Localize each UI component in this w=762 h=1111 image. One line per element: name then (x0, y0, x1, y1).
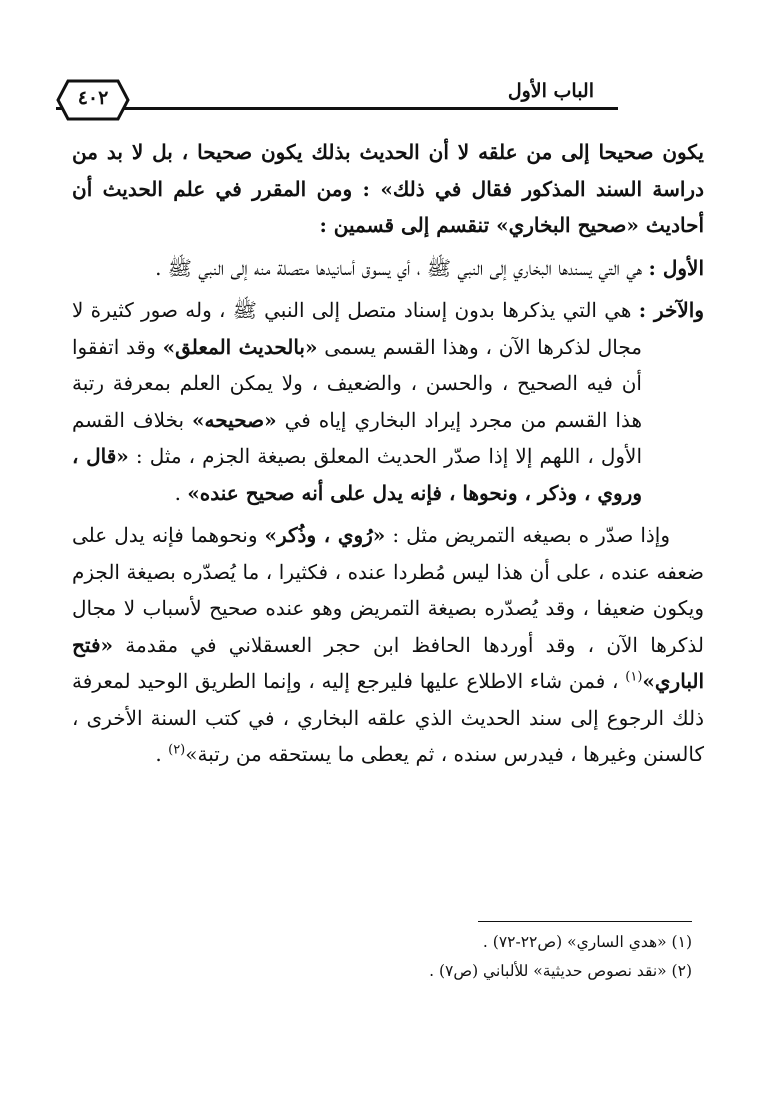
tamrid-text-f: . (155, 742, 162, 766)
page-number: ٤٠٢ (77, 87, 109, 109)
footnote-ref-2[interactable]: (٢) (168, 742, 186, 758)
paragraph-tamrid (72, 517, 704, 773)
paragraph-intro-text: يكون صحيحا إلى من علقه لا أن الحديث بذلك يكون صحيحا ، بل لا بد من دراسة السند المذكور فقال في ذلك» : ومن المقرر في علم الحديث أن أحاديث «صحيح البخاري» تنقسم إلى قسمين : (72, 140, 704, 237)
jazm-examples: «قال ، وروي ، وذكر ، ونحوها ، فإنه يدل على أنه صحيح عنده» (72, 444, 642, 505)
footnote-1: (١) «هدي الساري» (ص٢٢-٧٢) . (482, 933, 692, 951)
second-type-text-a: هي التي يذكرها بدون إسناد متصل إلى النبي ﷺ ، وله صور كثيرة لا مجال لذكرها الآن ، وهذا القسم يسمى (72, 298, 643, 359)
tamrid-text-c: ونحوهما فإنه يدل على ضعفه عنده ، على أن هذا ليس مُطردا عنده ، فكثيرا ، ما يُصدّره بصيغة الجزم ويكون ضعيفا ، وقد يُصدّره بصيغة التمريض وهو عنده صحيح لأسباب لا مجال لذكرها الآن ، وقد أوردها الحافظ ابن حجر العسقلاني في مقدمة (72, 523, 704, 657)
main-text (72, 134, 704, 779)
second-type-lead: والآخر : (638, 298, 704, 322)
page-header (56, 76, 706, 124)
sahih-term: «صحيحه» (192, 407, 277, 432)
footnote-2: (٢) «نقد نصوص حديثية» للألباني (ص٧) . (429, 962, 692, 980)
fath-al-bari-title: «فتح الباري» (72, 632, 704, 693)
page-number-badge (56, 79, 130, 121)
header-rule (56, 107, 618, 110)
second-type-text-c: وقد اتفقوا أن فيه الصحيح ، والحسن ، والضعيف ، ولا يمكن العلم بمعرفة رتبة هذا القسم من مجرد إيراد البخاري إياه في (72, 334, 643, 432)
second-type-text-g: . (174, 480, 181, 505)
tamrid-text-a: وإذا صدّر ه بصيغه التمريض مثل : (392, 523, 670, 547)
footnote-separator (478, 921, 692, 922)
paragraph-first-type (72, 250, 704, 287)
second-type-text-e: بخلاف القسم الأول ، اللهم إلا إذا صدّر الحديث المعلق بصيغة الجزم ، مثل : (72, 407, 642, 468)
first-type-text: هي التي يسندها البخاري إلى النبي ﷺ ، أي يسوق أسانيدها متصلة منه إلى النبي ﷺ . (155, 255, 643, 280)
footnote-ref-1[interactable]: (١) (625, 669, 643, 685)
paragraph-second-type (72, 292, 704, 511)
footnotes (92, 928, 692, 986)
muallaq-term: «بالحديث المعلق» (162, 334, 318, 359)
paragraph-intro (72, 134, 704, 244)
first-type-lead: الأول : (648, 255, 704, 280)
tamrid-examples: «رُوي ، وذُكر» (264, 523, 386, 547)
tamrid-text-e: ، فمن شاء الاطلاع عليها فليرجع إليه ، وإنما الطريق الوحيد لمعرفة ذلك الرجوع إلى سند الحديث الذي علقه البخاري ، في كتب السنة الأخرى ، كالسنن وغيرها ، فيدرس سنده ، ثم يعطى ما يستحقه من رتبة» (72, 669, 704, 766)
chapter-title: الباب الأول (507, 80, 594, 102)
